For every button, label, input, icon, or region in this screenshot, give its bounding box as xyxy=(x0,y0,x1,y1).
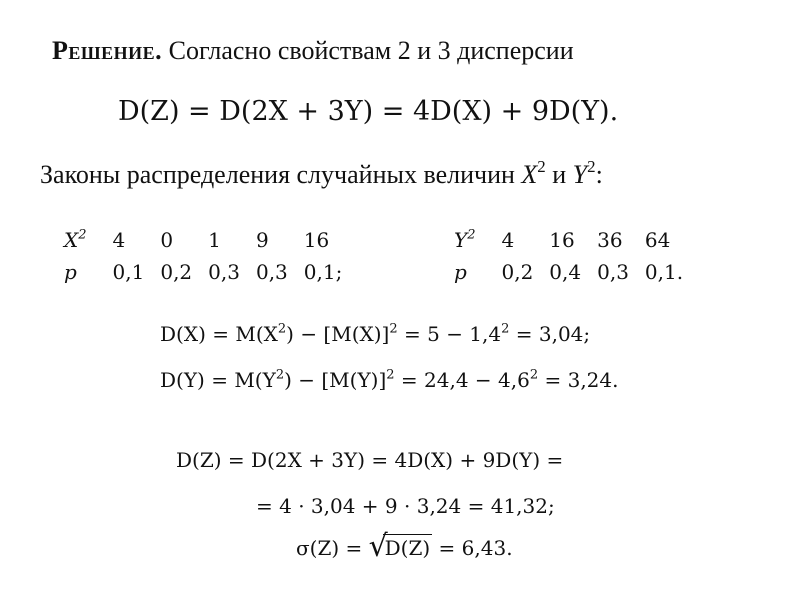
table-y2-values-row xyxy=(446,226,691,258)
radicand: D(Z) xyxy=(384,536,431,560)
sigma-left: σ(Z) = xyxy=(296,536,369,560)
laws-suffix: : xyxy=(595,160,603,189)
sigma-right: = 6,43. xyxy=(432,536,513,560)
solution-heading xyxy=(52,36,574,66)
table-x2-value: 0 xyxy=(160,228,174,252)
table-y2-prob: 0,4 xyxy=(549,260,582,284)
table-y2-value: 16 xyxy=(549,228,575,252)
variance-z-formula-line1: D(Z) = D(2X + 3Y) = 4D(X) + 9D(Y) = xyxy=(176,448,564,472)
laws-y-exp: 2 xyxy=(587,157,596,177)
laws-y-var: Y xyxy=(572,160,588,189)
table-x2-prob: 0,3 xyxy=(208,260,240,284)
table-y2-p-label: p xyxy=(454,260,467,284)
table-y2-prob: 0,3 xyxy=(597,260,629,284)
square-root xyxy=(368,529,433,564)
table-x2-p-label: p xyxy=(64,260,77,284)
table-y2-header: $Y^2$ xyxy=(454,227,476,252)
table-x2-probs-row xyxy=(56,258,350,286)
laws-conj: и xyxy=(545,160,573,189)
laws-x-var: X xyxy=(521,160,538,189)
variance-x-formula: $D(X) = M(X^2) - [M(X)]^2 = 5 - 1,4^2 = 3,04$; xyxy=(160,321,591,346)
radical-sign-icon: √ xyxy=(368,529,388,564)
distribution-laws-text xyxy=(40,157,603,190)
table-x2-prob: 0,1 xyxy=(112,260,145,284)
table-x2-value: 9 xyxy=(255,228,269,252)
table-x2-value: 16 xyxy=(303,228,330,252)
table-y2-prob: 0,2 xyxy=(501,260,534,284)
table-y2-prob: 0,1. xyxy=(644,260,684,284)
solution-heading-text: Согласно свойствам 2 и 3 дисперсии xyxy=(162,36,574,65)
laws-prefix: Законы распределения случайных величин xyxy=(40,160,522,189)
table-y2-value: 4 xyxy=(501,228,515,252)
table-y2-probs-row xyxy=(446,258,691,286)
main-equation: D(Z) = D(2X + 3Y) = 4D(X) + 9D(Y). xyxy=(118,96,619,127)
table-x2-values-row xyxy=(56,226,350,258)
table-x2-prob: 0,1; xyxy=(303,260,343,284)
distribution-table-y2 xyxy=(446,226,691,286)
table-y2-value: 64 xyxy=(644,228,671,252)
table-x2-value: 1 xyxy=(208,228,221,252)
laws-x-exp: 2 xyxy=(537,157,546,177)
variance-z-formula-line2: = 4 · 3,04 + 9 · 3,24 = 41,32; xyxy=(256,494,555,518)
distribution-table-x2 xyxy=(56,226,350,286)
table-x2-prob: 0,3 xyxy=(255,260,288,284)
std-deviation-formula xyxy=(296,529,513,564)
table-x2-header: $X^2$ xyxy=(64,227,87,252)
table-y2-value: 36 xyxy=(597,228,623,252)
variance-y-formula: $D(Y) = M(Y^2) - [M(Y)]^2 = 24,4 - 4,6^2 = 3,24$. xyxy=(160,367,619,392)
table-x2-value: 4 xyxy=(112,228,126,252)
table-x2-prob: 0,2 xyxy=(160,260,193,284)
solution-lead: Решение. xyxy=(52,36,163,65)
